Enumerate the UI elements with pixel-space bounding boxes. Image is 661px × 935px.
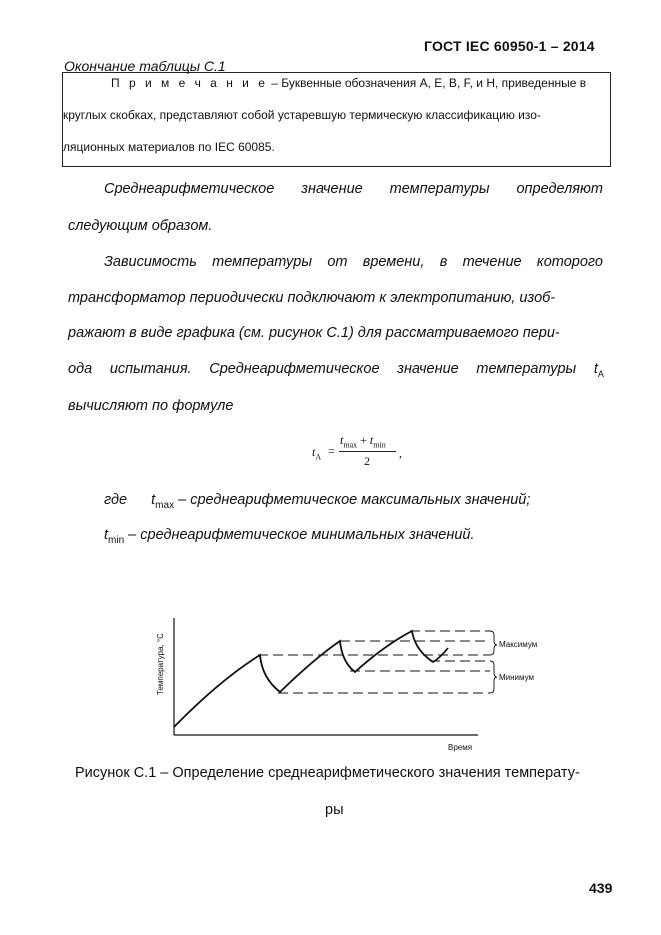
formula-equals: = xyxy=(328,444,335,458)
max-bracket xyxy=(490,631,497,655)
x-axis-label: Время xyxy=(448,743,473,752)
temperature-figure xyxy=(150,600,550,760)
word: Зависимость xyxy=(104,254,197,270)
figure-caption-line-1: Рисунок С.1 – Определение среднеарифметического значения температу- xyxy=(75,765,580,781)
symbol-tA: $t_A$ xyxy=(593,361,604,379)
note-line-2: круглых скобках, представляют собой устаревшую термическую классификацию изо- xyxy=(63,108,541,122)
word: Среднеарифметическое xyxy=(104,181,275,197)
formula xyxy=(312,433,422,473)
definition-tmax: где $t_{max}$ – среднеарифметическое максимальных значений; xyxy=(104,492,531,511)
paragraph-2-line-5: вычисляют по формуле xyxy=(68,398,234,414)
min-label: Минимум xyxy=(499,673,535,682)
min-bracket xyxy=(490,661,497,693)
word: испытания. xyxy=(109,361,192,377)
paragraph-2-line-1 xyxy=(104,254,603,270)
word: времени, xyxy=(362,254,425,270)
paragraph-2-line-3: ражают в виде графика (см. рисунок С.1) для рассматриваемого пери- xyxy=(68,325,560,341)
figure-caption-line-2: ры xyxy=(325,802,344,818)
word: от xyxy=(327,254,348,270)
formula-numerator: $t_{max} + t_{min}$ xyxy=(340,433,386,450)
note-box xyxy=(62,72,611,167)
formula-denominator: 2 xyxy=(364,454,370,468)
page-number: 439 xyxy=(589,880,613,896)
note-line-1-text: – Буквенные обозначения А, Е, В, F, и Н, приведенные в xyxy=(267,76,587,90)
word: в xyxy=(439,254,448,270)
formula-comma: , xyxy=(399,446,402,460)
word: температуры xyxy=(212,254,313,270)
word: течение xyxy=(462,254,522,270)
note-line-3: ляционных материалов по IEC 60085. xyxy=(63,140,275,154)
word: температуры xyxy=(389,181,490,197)
definition-tmin: $t_{min}$ – среднеарифметическое минимальных значений. xyxy=(104,527,475,546)
where-word: где xyxy=(104,492,128,508)
word: ода xyxy=(68,361,93,377)
word: значение xyxy=(397,361,459,377)
note-label: П р и м е ч а н и е xyxy=(111,76,268,90)
word: температуры xyxy=(476,361,577,377)
word: Среднеарифметическое xyxy=(209,361,380,377)
paragraph-2-line-2: трансформатор периодически подключают к электропитанию, изоб- xyxy=(68,290,556,306)
note-line-1 xyxy=(111,76,586,90)
word: которого xyxy=(536,254,603,270)
paragraph-2-line-4 xyxy=(68,361,604,379)
y-axis-label: Температура, °С xyxy=(156,633,165,695)
paragraph-1-line-2: следующим образом. xyxy=(68,218,213,234)
paragraph-1-line-1 xyxy=(104,181,603,197)
document-header: ГОСТ IEC 60950-1 – 2014 xyxy=(424,38,595,54)
fraction-bar xyxy=(339,451,396,452)
formula-lhs: $t_A$ xyxy=(312,445,322,462)
temperature-curve xyxy=(174,631,448,727)
max-label: Максимум xyxy=(499,640,538,649)
word: определяют xyxy=(516,181,603,197)
word: значение xyxy=(301,181,363,197)
table-continuation-title: Окончание таблицы С.1 xyxy=(64,58,226,74)
